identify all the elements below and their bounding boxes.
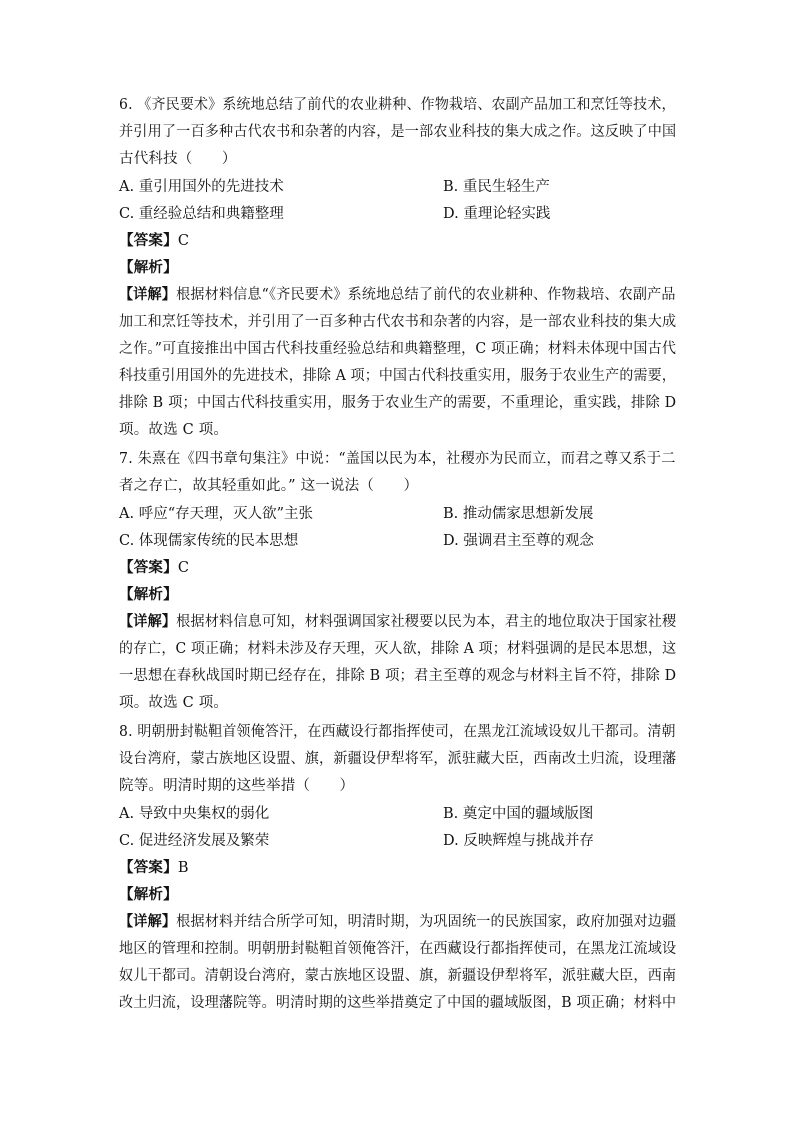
q8-detail-line-3: 奴儿干都司。清朝设台湾府，蒙古族地区设盟、旗，新疆设伊犁将军，派驻藏大臣，西南 — [119, 968, 677, 984]
q6-detail-line-3: 之作。”可直接推出中国古代科技重经验总结和典籍整理，C 项正确；材料未体现中国古代 — [119, 341, 677, 357]
answer-value: C — [177, 560, 190, 576]
q7-option-c: C. 体现儒家传统的民本思想 — [119, 533, 299, 549]
q8-answer — [119, 857, 189, 879]
q6-analysis-heading: 【解析】 — [119, 259, 178, 276]
q6-detail-line-1 — [119, 284, 676, 306]
q8-option-b: B. 奠定中国的疆域版图 — [443, 806, 594, 822]
answer-tag: 【答案】 — [119, 559, 178, 576]
q7-detail-line-4: 项。故选 C 项。 — [119, 695, 229, 711]
detail-text: 根据材料信息可知，材料强调国家社稷要以民为本，君主的地位取决于国家社稷 — [176, 614, 677, 630]
q7-stem-line-2: 者之存亡，故其轻重如此。” 这一说法（ ） — [119, 478, 419, 494]
q8-detail-line-1 — [119, 911, 676, 933]
detail-tag: 【详解】 — [119, 613, 177, 630]
q6-option-a: A. 重引用国外的先进技术 — [119, 179, 284, 195]
q6-option-c: C. 重经验总结和典籍整理 — [119, 206, 284, 222]
detail-tag: 【详解】 — [119, 913, 177, 930]
q6-option-b: B. 重民生轻生产 — [443, 179, 550, 195]
q7-stem-line-1: 7. 朱熹在《四书章句集注》中说：“盖国以民为本，社稷亦为民而立，而君之尊又系于二 — [119, 451, 676, 467]
q7-analysis-heading: 【解析】 — [119, 586, 178, 603]
q7-detail-line-1 — [119, 611, 676, 633]
q7-option-b: B. 推动儒家思想新发展 — [443, 506, 594, 522]
q6-detail-line-6: 项。故选 C 项。 — [119, 422, 229, 438]
q7-option-a: A. 呼应“存天理，灭人欲”主张 — [119, 506, 314, 522]
q7-detail-line-2: 的存亡，C 项正确；材料未涉及存天理，灭人欲，排除 A 项；材料强调的是民本思想，这 — [119, 641, 677, 657]
q7-option-d: D. 强调君主至尊的观念 — [443, 533, 594, 549]
q8-option-a: A. 导致中央集权的弱化 — [119, 806, 270, 822]
answer-tag: 【答案】 — [119, 232, 178, 249]
q8-detail-line-4: 改土归流，设理藩院等。明清时期的这些举措奠定了中国的疆域版图，B 项正确；材料中 — [119, 995, 677, 1011]
q7-answer — [119, 557, 189, 579]
q6-option-d: D. 重理论轻实践 — [443, 206, 551, 222]
detail-text: 根据材料并结合所学可知，明清时期，为巩固统一的民族国家，政府加强对边疆 — [176, 914, 677, 930]
q8-option-c: C. 促进经济发展及繁荣 — [119, 833, 270, 849]
q8-stem-line-1: 8. 明朝册封鞑靼首领俺答汗，在西藏设行都指挥使司，在黑龙江流域设奴儿干都司。清朝 — [119, 724, 676, 740]
detail-tag: 【详解】 — [119, 286, 177, 303]
q6-answer — [119, 230, 189, 252]
q8-stem-line-3: 院等。明清时期的这些举措（ ） — [119, 778, 355, 794]
q6-detail-line-5: 排除 B 项；中国古代科技重实用，服务于农业生产的需要，不重理论，重实践，排除 D — [119, 395, 677, 411]
q8-stem-line-2: 设台湾府，蒙古族地区设盟、旗，新疆设伊犁将军，派驻藏大臣，西南改土归流，设理藩 — [119, 751, 677, 767]
q6-detail-line-4: 科技重引用国外的先进技术，排除 A 项；中国古代科技重实用，服务于农业生产的需要， — [119, 368, 676, 384]
q8-detail-line-2: 地区的管理和控制。明朝册封鞑靼首领俺答汗，在西藏设行都指挥使司，在黑龙江流域设 — [119, 941, 677, 957]
answer-tag: 【答案】 — [119, 859, 178, 876]
q6-stem-line-2: 并引用了一百多种古代农书和杂著的内容，是一部农业科技的集大成之作。这反映了中国 — [119, 124, 677, 140]
answer-value: C — [177, 233, 190, 249]
q7-detail-line-3: 一思想在春秋战国时期已经存在，排除 B 项；君主至尊的观念与材料主旨不符，排除 D — [119, 668, 677, 684]
q6-detail-line-2: 加工和烹饪等技术，并引用了一百多种古代农书和杂著的内容，是一部农业科技的集大成 — [119, 314, 677, 330]
detail-text: 根据材料信息“《齐民要术》系统地总结了前代的农业耕种、作物栽培、农副产品 — [176, 287, 676, 303]
q8-option-d: D. 反映辉煌与挑战并存 — [443, 833, 594, 849]
q6-stem-line-3: 古代科技（ ） — [119, 151, 237, 167]
q8-analysis-heading: 【解析】 — [119, 886, 178, 903]
q6-stem-line-1: 6. 《齐民要术》系统地总结了前代的农业耕种、作物栽培、农副产品加工和烹饪等技术， — [119, 97, 676, 113]
answer-value: B — [177, 860, 189, 876]
